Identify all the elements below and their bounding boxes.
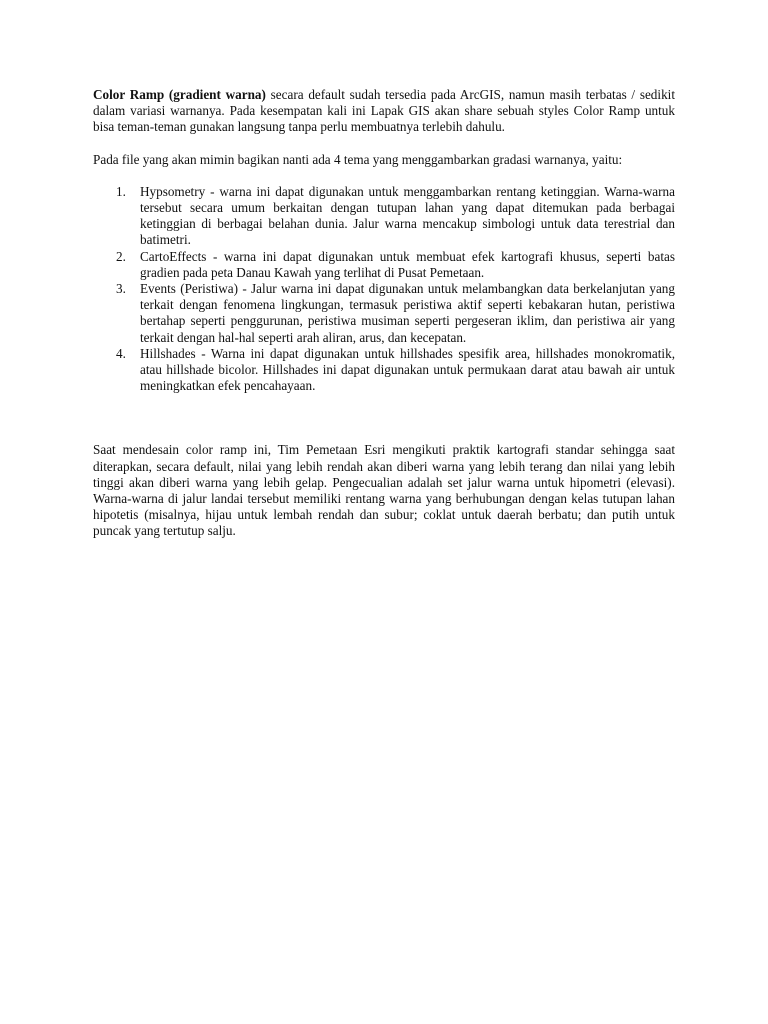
list-item [93,346,675,395]
list-item-number: 3. [116,281,126,297]
list-item-text: CartoEffects - warna ini dapat digunakan untuk membuat efek kartografi khusus, seperti batas gradien pada peta Danau Kawah yang terlihat di Pusat Pemetaan. [140,248,675,280]
list-item-number: 2. [116,248,126,264]
list-item-text: Events (Peristiwa) - Jalur warna ini dapat digunakan untuk melambangkan data berkelanjutan yang terkait dengan fenomena lingkungan, termasuk peristiwa aktif seperti kebakaran hutan, peristiwa bertahap seperti penggurunan, peristiwa musiman seperti pergeseran iklim, dan peristiwa air yang terkait dengan hal-hal seperti arah aliran, arus, dan kecepatan. [140,281,675,345]
closing-paragraph: Saat mendesain color ramp ini, Tim Pemetaan Esri mengikuti praktik kartografi standar sehingga saat diterapkan, secara default, nilai yang lebih rendah akan diberi warna yang lebih terang dan nilai yang lebih tinggi akan diberi warna yang lebih gelap. Pengecualian adalah set jalur warna untuk hipometri (elevasi). Warna-warna di jalur landai tersebut memiliki rentang warna yang berhubungan dengan kelas tutupan lahan hipotetis (misalnya, hijau untuk lembah rendah dan subur; coklat untuk daerah berbatu; dan putih untuk puncak yang tertutup salju. [93,442,675,539]
list-item [93,281,675,346]
list-item-text: Hillshades - Warna ini dapat digunakan untuk hillshades spesifik area, hillshades monokromatik, atau hillshade bicolor. Hillshades ini dapat digunakan untuk permukaan darat atau bawah air untuk meningkatkan efek pencahayaan. [140,345,675,394]
list-item [93,184,675,249]
document-body [93,87,675,540]
files-paragraph: Pada file yang akan mimin bagikan nanti ada 4 tema yang menggambarkan gradasi warnanya, yaitu: [93,151,623,167]
intro-text: secara default sudah tersedia pada ArcGIS, namun masih terbatas / sedikit dalam variasi warnanya. Pada kesempatan kali ini Lapak GIS akan share sebuah styles Color Ramp untuk bisa teman-teman gunakan langsung tanpa perlu membuatnya terlebih dahulu. [93,87,675,135]
list-item [93,249,675,281]
theme-list [93,184,675,395]
intro-bold-lead: Color Ramp (gradient warna) [93,87,266,102]
list-item-number: 1. [116,183,126,199]
list-item-text: Hypsometry - warna ini dapat digunakan untuk menggambarkan rentang ketinggian. Warna-warna tersebut secara umum berkaitan dengan tutupan lahan yang dapat ditemukan pada berbagai ketinggian di berbagai belahan dunia. Jalur warna mencakup simbologi untuk data terestrial dan batimetri. [140,183,675,248]
list-item-number: 4. [116,345,126,361]
intro-paragraph [93,87,675,136]
